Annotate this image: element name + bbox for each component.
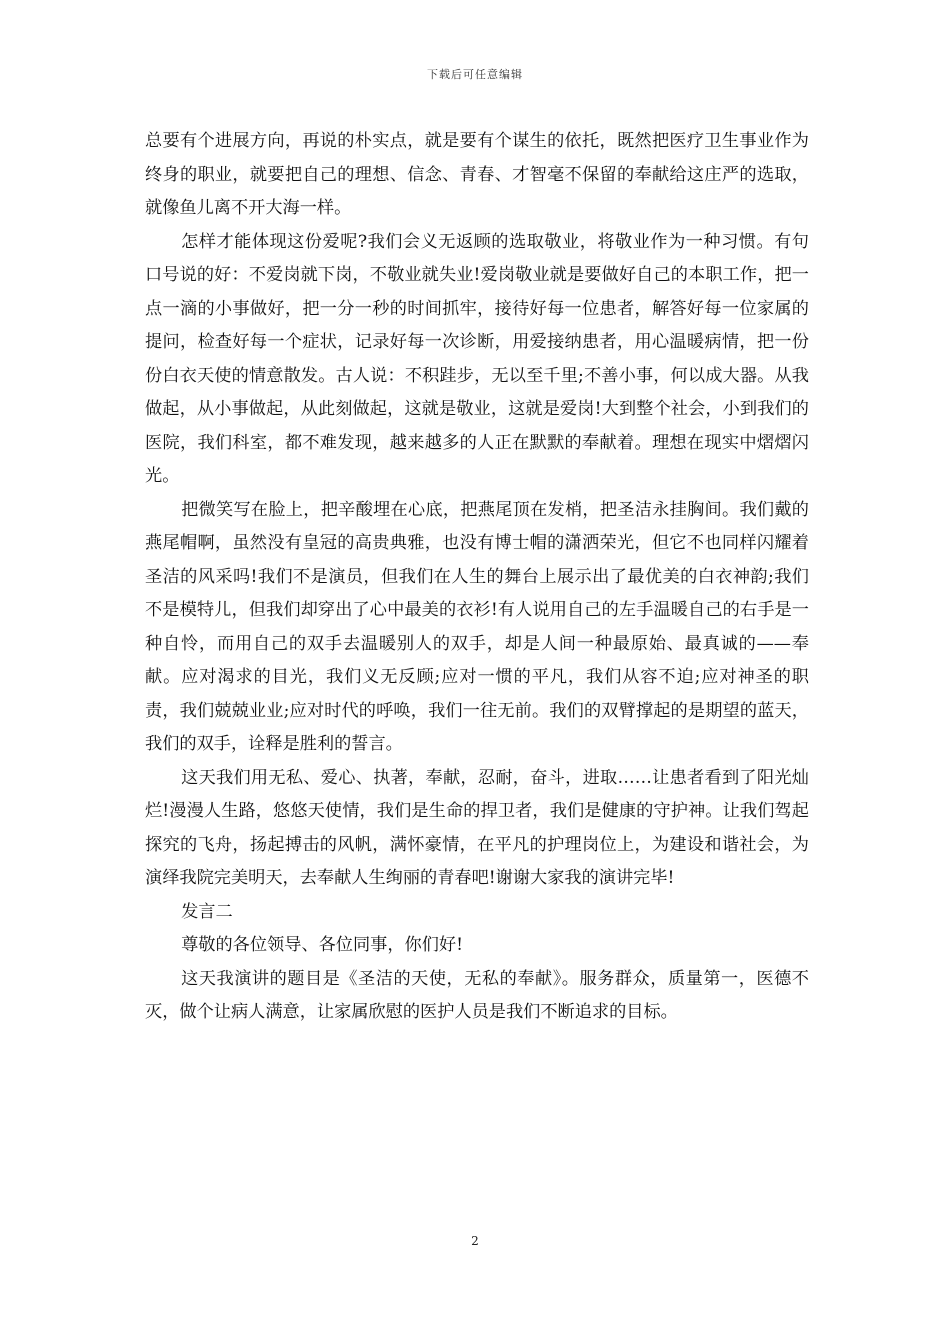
- document-body: [145, 125, 809, 1030]
- page-header: 下载后可任意编辑: [427, 68, 523, 81]
- greeting: 尊敬的各位领导、各位同事，你们好!: [181, 935, 464, 955]
- paragraph-1: 总要有个进展方向，再说的朴实点，就是要有个谋生的依托，既然把医疗卫生事业作为终身的职业，就要把自己的理想、信念、青春、才智毫不保留的奉献给这庄严的选取，就像鱼儿离不开大海一样。: [145, 131, 809, 218]
- page-number: 2: [471, 1234, 479, 1248]
- paragraph-4: 这天我们用无私、爱心、执著，奉献，忍耐，奋斗，进取……让患者看到了阳光灿烂!漫漫人生路，悠悠天使情，我们是生命的捍卫者，我们是健康的守护神。让我们驾起探究的飞舟，扬起搏击的风帆，满怀豪情，在平凡的护理岗位上，为建设和谐社会，为演绎我院完美明天，去奉献人生绚丽的青春吧!谢谢大家我的演讲完毕!: [145, 767, 809, 888]
- section-heading: 发言二: [181, 901, 233, 922]
- paragraph-3: 把微笑写在脸上，把辛酸埋在心底，把燕尾顶在发梢，把圣洁永挂胸间。我们戴的燕尾帽啊，虽然没有皇冠的高贵典雅，也没有博士帽的潇洒荣光，但它不也同样闪耀着圣洁的风采吗!我们不是演员，但我们在人生的舞台上展示出了最优美的白衣神韵;我们不是模特儿，但我们却穿出了心中最美的衣衫!有人说用自己的左手温暖自己的右手是一种自怜，而用自己的双手去温暖别人的双手，却是人间一种最原始、最真诚的——奉献。应对渴求的目光，我们义无反顾;应对一惯的平凡，我们从容不迫;应对神圣的职责，我们兢兢业业;应对时代的呼唤，我们一往无前。我们的双臂撑起的是期望的蓝天，我们的双手，诠释是胜利的誓言。: [145, 499, 809, 754]
- paragraph-2: 怎样才能体现这份爱呢?我们会义无返顾的选取敬业，将敬业作为一种习惯。有句口号说的好：不爱岗就下岗，不敬业就失业!爱岗敬业就是要做好自己的本职工作，把一点一滴的小事做好，把一分一秒的时间抓牢，接待好每一位患者，解答好每一位家属的提问，检查好每一个症状，记录好每一次诊断，用爱接纳患者，用心温暖病情，把一份份白衣天使的情意散发。古人说：不积跬步，无以至千里;不善小事，何以成大器。从我做起，从小事做起，从此刻做起，这就是敬业，这就是爱岗!大到整个社会，小到我们的医院，我们科室，都不难发现，越来越多的人正在默默的奉献着。理想在现实中熠熠闪光。: [145, 231, 809, 486]
- paragraph-7: 这天我演讲的题目是《圣洁的天使，无私的奉献》。服务群众，质量第一，医德不灭，做个让病人满意，让家属欣慰的医护人员是我们不断追求的目标。: [145, 968, 809, 1022]
